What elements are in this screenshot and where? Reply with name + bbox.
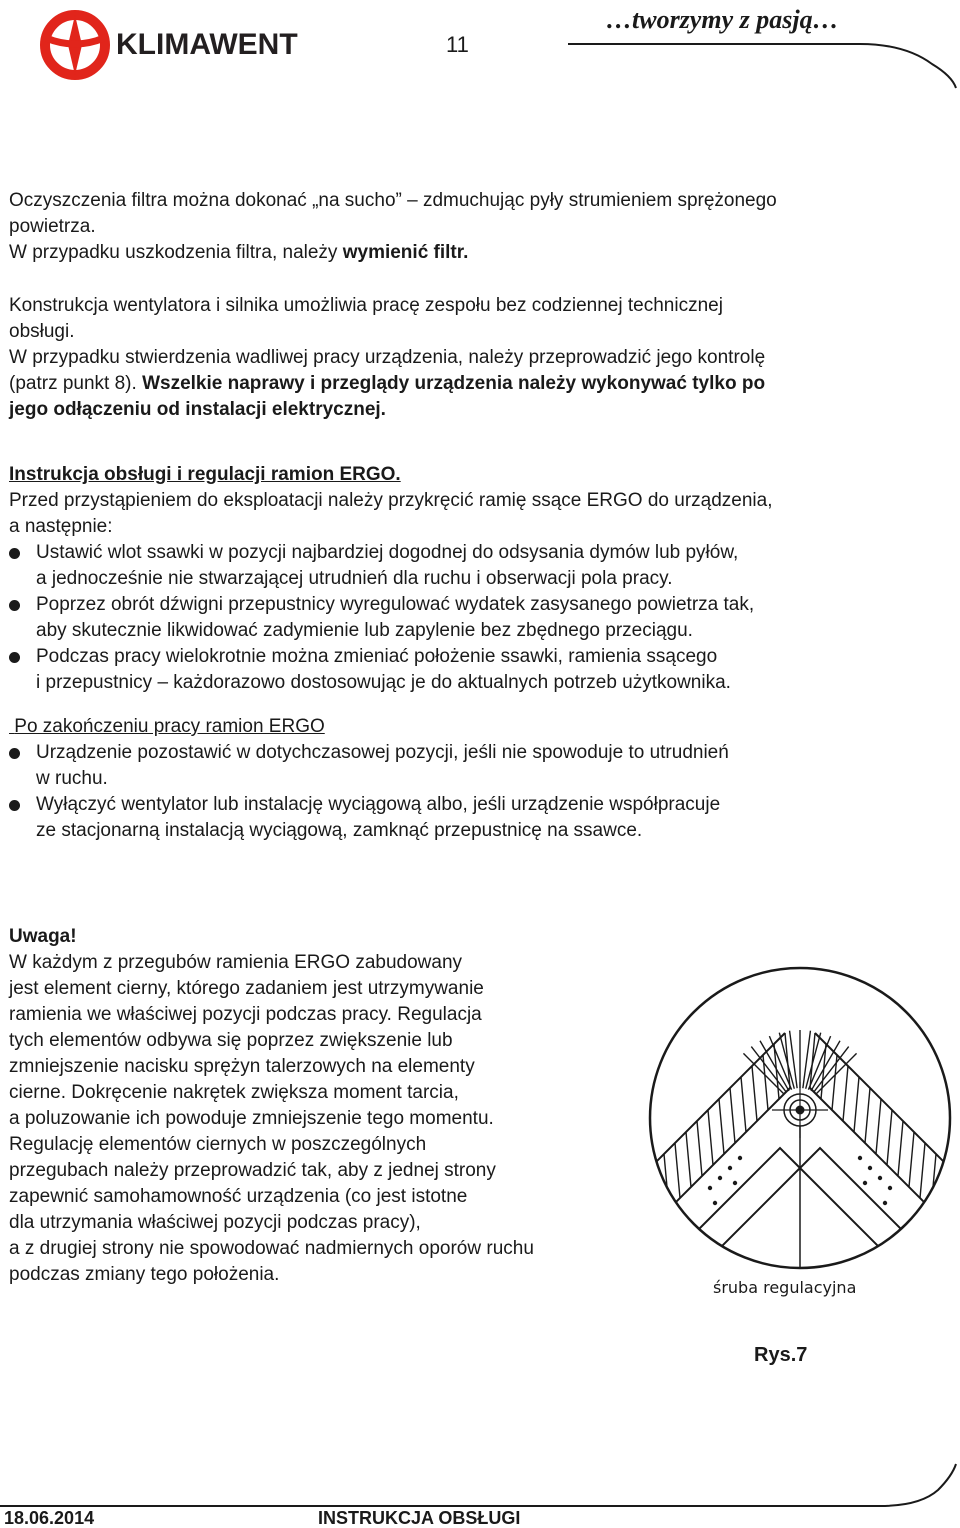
construction-line-4 [9, 371, 765, 397]
rib-line [865, 1088, 870, 1143]
warning-section [9, 924, 534, 1288]
fan-rib-line [803, 1031, 811, 1089]
warning-line: cierne. Dokręcenie nakrętek zwiększa moment tarcia, [9, 1082, 459, 1103]
footer-title: INSTRUKCJA OBSŁUGI [318, 1508, 521, 1528]
cleaning-line-3-text: W przypadku uszkodzenia filtra, należy [9, 242, 343, 263]
list-item [9, 540, 773, 592]
rib-line [653, 1165, 658, 1220]
figure-label: śruba regulacyjna [713, 1278, 857, 1297]
fan-rib-line [790, 1031, 798, 1089]
warning-line: ramienia we właściwej pozycji podczas pracy. Regulacja [9, 1004, 482, 1025]
construction-paragraph [9, 293, 765, 423]
rivet-dot [733, 1181, 737, 1185]
list-item-line-1: Wyłączyć wentylator lub instalację wyciągową albo, jeśli urządzenie współpracuje [36, 794, 721, 815]
rivet-dot [738, 1156, 742, 1160]
list-item-line-1: Podczas pracy wielokrotnie można zmieniać położenie ssawki, ramienia ssącego [36, 646, 718, 667]
rivet-dot [728, 1166, 732, 1170]
construction-line-1: Konstrukcja wentylatora i silnika umożliwia pracę zespołu bez codziennej technicznej [9, 295, 723, 316]
bullet-icon [9, 748, 20, 759]
list-item-line-2: a jednocześnie nie stwarzającej utrudnień dla ruchu i obserwacji pola pracy. [36, 568, 673, 589]
rib-line [876, 1099, 881, 1154]
construction-line-4-text: (patrz punkt 8). [9, 373, 143, 394]
construction-line-5: jego odłączeniu od instalacji elektrycznej. [9, 399, 386, 420]
rivet-dot [883, 1201, 887, 1205]
bullet-icon [9, 652, 20, 663]
instructions-heading: Instrukcja obsługi i regulacji ramion ERGO. [9, 464, 401, 485]
instructions-intro-1: Przed przystąpieniem do eksploatacji należy przykręcić ramię ssące ERGO do urządzenia, [9, 490, 773, 511]
footer-rule [0, 1462, 960, 1512]
warning-line: a z drugiej strony nie spowodować nadmiernych oporów ruchu [9, 1238, 534, 1259]
rib-line [708, 1110, 713, 1165]
construction-line-2: obsługi. [9, 321, 75, 342]
cleaning-line-2: powietrza. [9, 216, 96, 237]
list-item-line-1: Ustawić wlot ssawki w pozycji najbardziej dogodnej do odsysania dymów lub pyłów, [36, 542, 739, 563]
rib-line [741, 1077, 746, 1132]
warning-line: Regulację elementów ciernych w poszczególnych [9, 1134, 427, 1155]
instructions-section [9, 462, 773, 696]
cleaning-line-1: Oczyszczenia filtra można dokonać „na sucho” – zdmuchując pyły strumieniem sprężonego [9, 190, 777, 211]
rib-line [675, 1143, 680, 1198]
rib-line [730, 1088, 735, 1143]
rib-line [719, 1099, 724, 1154]
rib-line [898, 1121, 903, 1176]
brand-name: KLIMAWENT [116, 28, 298, 61]
after-work-heading [9, 714, 729, 740]
rivet-dot [863, 1181, 867, 1185]
figure-caption: Rys.7 [754, 1344, 808, 1366]
after-work-heading-text: Po zakończeniu pracy ramion ERGO [14, 716, 325, 737]
rib-line [953, 1176, 958, 1231]
slogan: …tworzymy z pasją… [606, 5, 839, 34]
list-item-line-1: Poprzez obrót dźwigni przepustnicy wyregulować wydatek zasysanego powietrza tak, [36, 594, 755, 615]
list-item-line-2: ze stacjonarną instalacją wyciągową, zamknąć przepustnicę na ssawce. [36, 820, 643, 841]
warning-heading: Uwaga! [9, 926, 77, 947]
klimawent-logo [38, 10, 113, 80]
warning-line: a poluzowanie ich powoduje zmniejszenie tego momentu. [9, 1108, 494, 1129]
rib-line [843, 1066, 848, 1121]
rivet-dot [868, 1166, 872, 1170]
warning-line: podczas zmiany tego położenia. [9, 1264, 280, 1285]
list-item-line-2: i przepustnicy – każdorazowo dostosowując je do aktualnych potrzeb użytkownika. [36, 672, 731, 693]
bullet-icon [9, 800, 20, 811]
list-item [9, 592, 773, 644]
warning-line: przegubach należy przeprowadzić tak, aby z jednej strony [9, 1160, 496, 1181]
rivet-dot [718, 1176, 722, 1180]
cleaning-line-3 [9, 240, 777, 266]
list-item [9, 740, 729, 792]
footer-date: 18.06.2014 [4, 1508, 95, 1528]
list-item [9, 644, 773, 696]
replace-filter-emphasis: wymienić filtr. [342, 242, 469, 263]
rib-line [854, 1077, 859, 1132]
warning-line: dla utrzymania właściwej pozycji podczas pracy), [9, 1212, 421, 1233]
warning-line: tych elementów odbywa się poprzez zwiększenie lub [9, 1030, 453, 1051]
fan-rib-line [806, 1033, 821, 1089]
rivet-dot [858, 1156, 862, 1160]
rib-line [642, 1176, 647, 1231]
warning-line: jest element cierny, którego zadaniem jest utrzymywanie [9, 978, 484, 999]
joint-diagram [640, 958, 960, 1278]
rivet-dot [708, 1186, 712, 1190]
list-item-line-2: w ruchu. [36, 768, 108, 789]
rib-line [697, 1121, 702, 1176]
fan-rib-line [813, 1047, 848, 1093]
rib-line [752, 1066, 757, 1121]
bullet-icon [9, 548, 20, 559]
construction-line-3: W przypadku stwierdzenia wadliwej pracy urządzenia, należy przeprowadzić jego kontrolę [9, 347, 766, 368]
rib-line [686, 1132, 691, 1187]
rib-line [920, 1143, 925, 1198]
warning-line: zmniejszenie nacisku sprężyn talerzowych na elementy [9, 1056, 475, 1077]
after-work-section [9, 714, 729, 844]
list-item [9, 792, 729, 844]
rivet-dot [713, 1201, 717, 1205]
instructions-intro-2: a następnie: [9, 516, 113, 537]
cleaning-paragraph [9, 188, 777, 266]
header-rule [560, 36, 960, 90]
rib-line [887, 1110, 892, 1165]
rib-line [942, 1165, 947, 1220]
warning-line: W każdym z przegubów ramienia ERGO zabudowany [9, 952, 463, 973]
fan-rib-line [779, 1033, 794, 1089]
fan-rib-line [751, 1047, 786, 1093]
list-item-line-1: Urządzenie pozostawić w dotychczasowej pozycji, jeśli nie spowoduje to utrudnień [36, 742, 729, 763]
rivet-dot [888, 1186, 892, 1190]
repair-warning-bold: Wszelkie naprawy i przeglądy urządzenia należy wykonywać tylko po [142, 373, 766, 394]
rivet-dot [878, 1176, 882, 1180]
list-item-line-2: aby skutecznie likwidować zadymienie lub zapylenie bez zbędnego przeciągu. [36, 620, 693, 641]
rib-line [909, 1132, 914, 1187]
bullet-icon [9, 600, 20, 611]
warning-line: zapewnić samohamowność urządzenia (co jest istotne [9, 1186, 468, 1207]
page-number: 11 [446, 32, 469, 57]
